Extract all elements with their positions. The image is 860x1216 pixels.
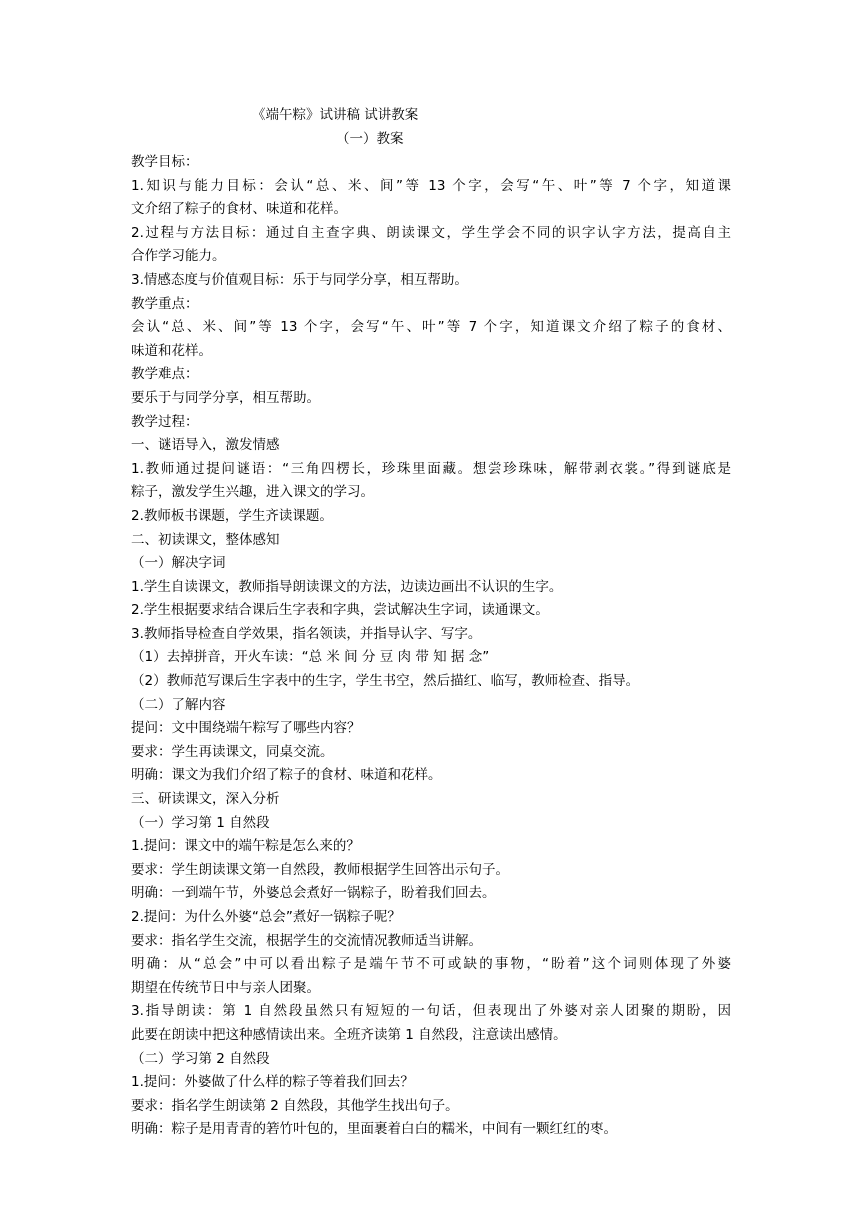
text-line: 明确：一到端午节，外婆总会煮好一锅粽子，盼着我们回去。 <box>131 885 496 902</box>
text-line: 1.提问：外婆做了什么样的粽子等着我们回去？ <box>131 1074 414 1091</box>
text-line: 期望在传统节日中与亲人团聚。 <box>131 979 320 996</box>
text-line: 文介绍了粽子的食材、味道和花样。 <box>131 201 347 218</box>
text-line: 教学重点： <box>131 295 199 312</box>
document-subtitle: （一）教案 <box>336 130 404 147</box>
text-line: 此要在朗读中把这种感情读出来。全班齐读第 1 自然段，注意读出感情。 <box>131 1026 567 1043</box>
text-line: 要乐于与同学分享，相互帮助。 <box>131 389 320 406</box>
text-line: （一）解决字词 <box>131 555 226 572</box>
text-line: （2）教师范写课后生字表中的生字，学生书空，然后描红、临写，教师检查、指导。 <box>131 673 640 690</box>
text-line: 粽子，激发学生兴趣，进入课文的学习。 <box>131 484 374 501</box>
text-line: 1.教师通过提问谜语：“三角四楞长，珍珠里面藏。想尝珍珠味，解带剥衣裳。”得到谜底是 <box>131 460 731 477</box>
document-title: 《端午粽》试讲稿 试讲教案 <box>252 107 419 123</box>
text-line: 会认“总、米、间”等 13 个字，会写“午、叶”等 7 个字，知道课文介绍了粽子的食材、 <box>131 319 731 336</box>
text-line: 味道和花样。 <box>131 342 212 359</box>
text-line: 教学过程： <box>131 413 199 430</box>
text-line: 提问：文中围绕端午粽写了哪些内容？ <box>131 720 361 737</box>
text-line: （一）学习第 1 自然段 <box>131 814 270 831</box>
text-line: 2.教师板书课题，学生齐读课题。 <box>131 507 333 524</box>
text-line: 要求：学生再读课文，同桌交流。 <box>131 743 334 760</box>
text-line: （二）学习第 2 自然段 <box>131 1050 270 1067</box>
text-line: 明确：粽子是用青青的箬竹叶包的，里面裹着白白的糯米，中间有一颗红红的枣。 <box>131 1121 617 1138</box>
text-line: 教学目标： <box>131 154 199 170</box>
text-line: （1）去掉拼音，开火车读：“总 米 间 分 豆 肉 带 知 据 念” <box>131 649 490 666</box>
text-line: 2.学生根据要求结合课后生字表和字典，尝试解决生字词，读通课文。 <box>131 602 549 619</box>
text-line: 教学难点： <box>131 366 199 383</box>
text-line: 要求：指名学生交流，根据学生的交流情况教师适当讲解。 <box>131 932 482 949</box>
text-line: 一、谜语导入，激发情感 <box>131 437 280 454</box>
text-line: 3.教师指导检查自学效果，指名领读，并指导认字、写字。 <box>131 625 482 642</box>
text-line: 明确：从“总会”中可以看出粽子是端午节不可或缺的事物，“盼着”这个词则体现了外婆 <box>131 956 731 973</box>
text-line: 三、研读课文，深入分析 <box>131 791 280 808</box>
text-line: （二）了解内容 <box>131 696 226 713</box>
text-line: 2.提问：为什么外婆“总会”煮好一锅粽子呢？ <box>131 909 401 925</box>
text-line: 合作学习能力。 <box>131 248 226 265</box>
text-line: 要求：学生朗读课文第一自然段，教师根据学生回答出示句子。 <box>131 861 509 878</box>
text-line: 1.知识与能力目标：会认“总、米、间”等 13 个字，会写“午、叶”等 7 个字，知道课 <box>131 177 731 194</box>
text-line: 1.学生自读课文，教师指导朗读课文的方法，边读边画出不认识的生字。 <box>131 578 563 595</box>
text-line: 1.提问：课文中的端午粽是怎么来的？ <box>131 838 360 855</box>
text-line: 3.指导朗读：第 1 自然段虽然只有短短的一句话，但表现出了外婆对亲人团聚的期盼，因 <box>131 1003 731 1020</box>
text-line: 2.过程与方法目标：通过自主查字典、朗读课文，学生学会不同的识字认字方法，提高自主 <box>131 224 731 241</box>
lesson-plan-body <box>131 104 731 1142</box>
text-line: 要求：指名学生朗读第 2 自然段，其他学生找出句子。 <box>131 1097 459 1114</box>
text-line: 明确：课文为我们介绍了粽子的食材、味道和花样。 <box>131 767 442 784</box>
text-line: 3.情感态度与价值观目标：乐于与同学分享，相互帮助。 <box>131 271 468 288</box>
text-lines <box>131 151 731 1142</box>
text-line: 二、初读课文，整体感知 <box>131 531 280 548</box>
